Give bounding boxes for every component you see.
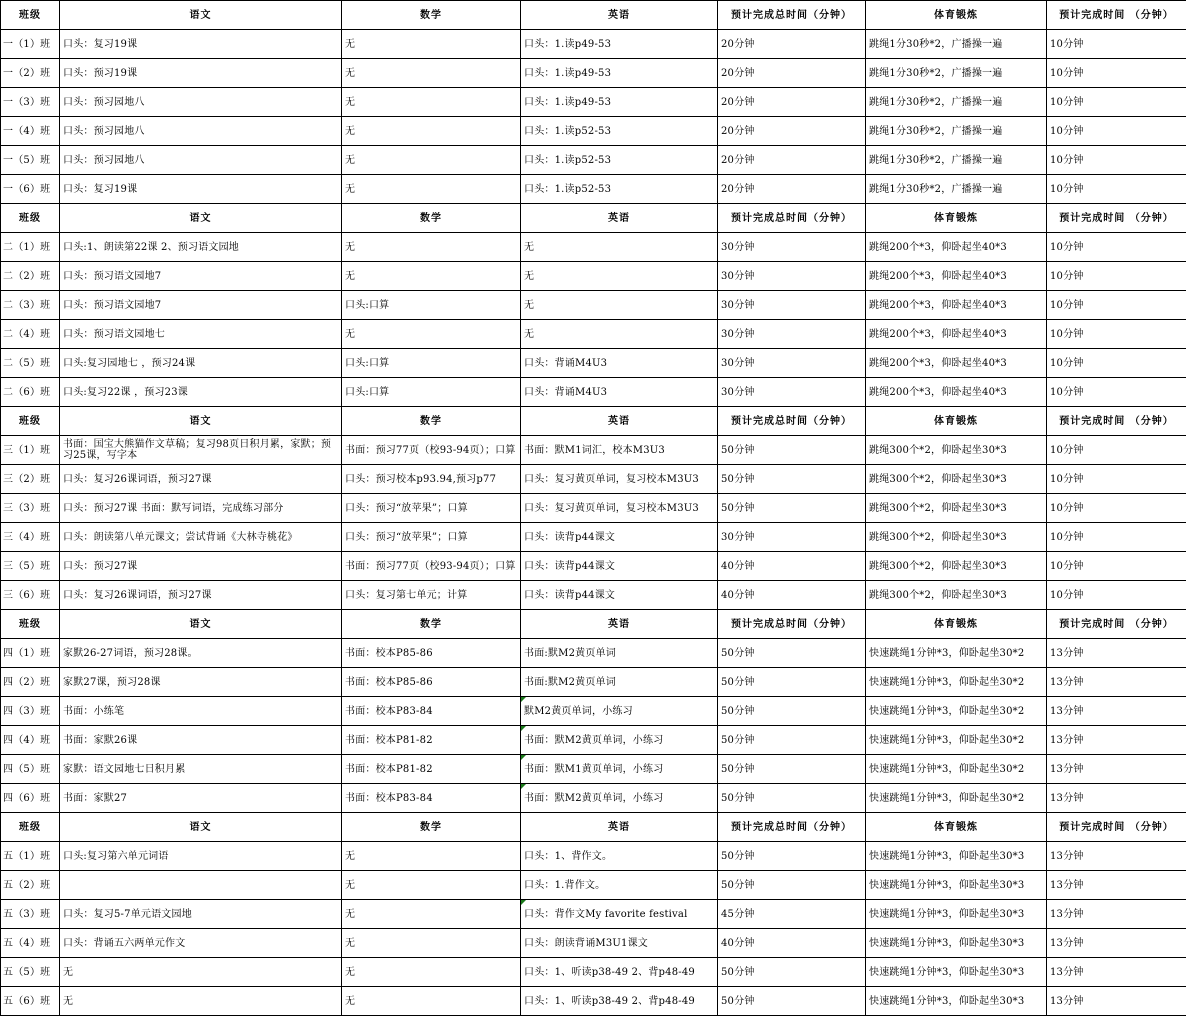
cell-total-time: 30分钟 bbox=[718, 262, 866, 291]
cell-class: 一（1）班 bbox=[1, 30, 60, 59]
cell-pe-time: 10分钟 bbox=[1047, 523, 1186, 552]
header-total-time: 预计完成总时间（分钟） bbox=[718, 407, 866, 436]
cell-chinese: 口头：预习语文园地七 bbox=[60, 320, 342, 349]
header-pe-time: 预计完成时间 （分钟） bbox=[1047, 813, 1186, 842]
cell-pe: 跳绳300个*2，仰卧起坐30*3 bbox=[866, 581, 1047, 610]
cell-class: 一（5）班 bbox=[1, 146, 60, 175]
header-math: 数学 bbox=[342, 1, 521, 30]
cell-class: 三（4）班 bbox=[1, 523, 60, 552]
table-row bbox=[1, 987, 1186, 1016]
cell-class: 五（1）班 bbox=[1, 842, 60, 871]
cell-pe-time: 10分钟 bbox=[1047, 117, 1186, 146]
cell-math: 口头:口算 bbox=[342, 291, 521, 320]
cell-math: 无 bbox=[342, 59, 521, 88]
header-english: 英语 bbox=[521, 204, 718, 233]
table-row bbox=[1, 523, 1186, 552]
cell-pe-time: 13分钟 bbox=[1047, 871, 1186, 900]
cell-class: 二（3）班 bbox=[1, 291, 60, 320]
table-row bbox=[1, 117, 1186, 146]
cell-english: 口头：1、听读p38-49 2、背p48-49 bbox=[521, 987, 718, 1016]
header-row bbox=[1, 813, 1186, 842]
cell-pe: 跳绳200个*3，仰卧起坐40*3 bbox=[866, 349, 1047, 378]
header-math: 数学 bbox=[342, 407, 521, 436]
cell-chinese: 口头：预习语文园地7 bbox=[60, 291, 342, 320]
header-row bbox=[1, 204, 1186, 233]
cell-math: 无 bbox=[342, 842, 521, 871]
header-total-time: 预计完成总时间（分钟） bbox=[718, 813, 866, 842]
cell-class: 二（2）班 bbox=[1, 262, 60, 291]
header-english: 英语 bbox=[521, 813, 718, 842]
cell-class: 五（2）班 bbox=[1, 871, 60, 900]
cell-pe-time: 13分钟 bbox=[1047, 987, 1186, 1016]
header-english: 英语 bbox=[521, 1, 718, 30]
cell-pe-time: 10分钟 bbox=[1047, 378, 1186, 407]
cell-math: 口头：复习第七单元；计算 bbox=[342, 581, 521, 610]
header-pe: 体育锻炼 bbox=[866, 204, 1047, 233]
table-row bbox=[1, 958, 1186, 987]
cell-class: 一（3）班 bbox=[1, 88, 60, 117]
cell-pe: 快速跳绳1分钟*3，仰卧起坐30*2 bbox=[866, 755, 1047, 784]
cell-pe: 跳绳1分30秒*2，广播操一遍 bbox=[866, 146, 1047, 175]
cell-class: 二（6）班 bbox=[1, 378, 60, 407]
table-row bbox=[1, 436, 1186, 465]
cell-chinese: 口头：预习19课 bbox=[60, 59, 342, 88]
cell-class: 三（3）班 bbox=[1, 494, 60, 523]
cell-pe-time: 10分钟 bbox=[1047, 262, 1186, 291]
header-math: 数学 bbox=[342, 813, 521, 842]
cell-math: 无 bbox=[342, 117, 521, 146]
cell-class: 二（4）班 bbox=[1, 320, 60, 349]
cell-pe-time: 10分钟 bbox=[1047, 233, 1186, 262]
cell-english: 口头：1.读p52-53 bbox=[521, 175, 718, 204]
cell-chinese: 无 bbox=[60, 987, 342, 1016]
cell-total-time: 50分钟 bbox=[718, 465, 866, 494]
cell-chinese: 口头：背诵五六两单元作文 bbox=[60, 929, 342, 958]
cell-pe-time: 13分钟 bbox=[1047, 755, 1186, 784]
cell-pe-time: 13分钟 bbox=[1047, 697, 1186, 726]
cell-english: 口头：读背p44课文 bbox=[521, 581, 718, 610]
cell-class: 五（6）班 bbox=[1, 987, 60, 1016]
header-pe: 体育锻炼 bbox=[866, 610, 1047, 639]
table-row bbox=[1, 552, 1186, 581]
header-math: 数学 bbox=[342, 610, 521, 639]
cell-english: 无 bbox=[521, 233, 718, 262]
cell-pe: 跳绳1分30秒*2，广播操一遍 bbox=[866, 30, 1047, 59]
cell-pe-time: 13分钟 bbox=[1047, 958, 1186, 987]
cell-chinese: 书面：家默26课 bbox=[60, 726, 342, 755]
cell-class: 三（6）班 bbox=[1, 581, 60, 610]
cell-english: 口头：1.读p52-53 bbox=[521, 117, 718, 146]
header-english: 英语 bbox=[521, 610, 718, 639]
cell-math: 无 bbox=[342, 929, 521, 958]
cell-pe-time: 10分钟 bbox=[1047, 465, 1186, 494]
cell-math: 无 bbox=[342, 987, 521, 1016]
cell-chinese bbox=[60, 871, 342, 900]
header-row bbox=[1, 1, 1186, 30]
cell-math: 无 bbox=[342, 320, 521, 349]
cell-total-time: 50分钟 bbox=[718, 784, 866, 813]
cell-math: 无 bbox=[342, 233, 521, 262]
table-row bbox=[1, 59, 1186, 88]
cell-pe-time: 10分钟 bbox=[1047, 581, 1186, 610]
cell-pe: 快速跳绳1分钟*3，仰卧起坐30*3 bbox=[866, 987, 1047, 1016]
cell-english: 口头：1.读p52-53 bbox=[521, 146, 718, 175]
cell-english: 书面：默M2黄页单词，小练习 bbox=[521, 726, 718, 755]
cell-chinese: 口头：预习27课 bbox=[60, 552, 342, 581]
cell-pe: 跳绳1分30秒*2，广播操一遍 bbox=[866, 88, 1047, 117]
cell-total-time: 20分钟 bbox=[718, 88, 866, 117]
cell-pe: 快速跳绳1分钟*3，仰卧起坐30*3 bbox=[866, 842, 1047, 871]
cell-class: 三（5）班 bbox=[1, 552, 60, 581]
cell-english: 口头：1、背作文。 bbox=[521, 842, 718, 871]
cell-class: 四（5）班 bbox=[1, 755, 60, 784]
cell-english: 口头：背作文My favorite festival bbox=[521, 900, 718, 929]
table-row bbox=[1, 175, 1186, 204]
table-row bbox=[1, 378, 1186, 407]
cell-class: 四（3）班 bbox=[1, 697, 60, 726]
cell-class: 四（1）班 bbox=[1, 639, 60, 668]
cell-math: 无 bbox=[342, 30, 521, 59]
cell-english: 无 bbox=[521, 320, 718, 349]
table-row bbox=[1, 88, 1186, 117]
cell-chinese: 口头:1、朗读第22课 2、预习语文园地 bbox=[60, 233, 342, 262]
header-pe-time: 预计完成时间 （分钟） bbox=[1047, 1, 1186, 30]
cell-total-time: 30分钟 bbox=[718, 349, 866, 378]
cell-pe-time: 10分钟 bbox=[1047, 146, 1186, 175]
cell-pe: 跳绳200个*3，仰卧起坐40*3 bbox=[866, 378, 1047, 407]
cell-pe: 跳绳200个*3，仰卧起坐40*3 bbox=[866, 291, 1047, 320]
header-chinese: 语文 bbox=[60, 1, 342, 30]
header-english: 英语 bbox=[521, 407, 718, 436]
cell-chinese: 家默27课，预习28课 bbox=[60, 668, 342, 697]
cell-pe-time: 10分钟 bbox=[1047, 552, 1186, 581]
cell-class: 三（2）班 bbox=[1, 465, 60, 494]
cell-class: 五（5）班 bbox=[1, 958, 60, 987]
cell-math: 无 bbox=[342, 900, 521, 929]
table-row bbox=[1, 697, 1186, 726]
cell-chinese: 口头：复习26课词语，预习27课 bbox=[60, 581, 342, 610]
table-row bbox=[1, 726, 1186, 755]
table-row bbox=[1, 581, 1186, 610]
cell-english: 口头：1.读p49-53 bbox=[521, 30, 718, 59]
cell-total-time: 40分钟 bbox=[718, 581, 866, 610]
cell-chinese: 口头：复习26课词语，预习27课 bbox=[60, 465, 342, 494]
cell-total-time: 30分钟 bbox=[718, 523, 866, 552]
cell-pe-time: 10分钟 bbox=[1047, 175, 1186, 204]
header-row bbox=[1, 407, 1186, 436]
cell-chinese: 家默：语文园地七日积月累 bbox=[60, 755, 342, 784]
cell-pe: 快速跳绳1分钟*3，仰卧起坐30*3 bbox=[866, 958, 1047, 987]
table-row bbox=[1, 929, 1186, 958]
table-row bbox=[1, 233, 1186, 262]
cell-pe: 快速跳绳1分钟*3，仰卧起坐30*2 bbox=[866, 726, 1047, 755]
cell-math: 书面：校本P85-86 bbox=[342, 639, 521, 668]
cell-math: 书面：预习77页（校93-94页）；口算 bbox=[342, 436, 521, 465]
table-row bbox=[1, 262, 1186, 291]
cell-english: 默M2黄页单词，小练习 bbox=[521, 697, 718, 726]
cell-total-time: 30分钟 bbox=[718, 320, 866, 349]
table-row bbox=[1, 668, 1186, 697]
cell-chinese: 口头：朗读第八单元课文；尝试背诵《大林寺桃花》 bbox=[60, 523, 342, 552]
cell-class: 一（6）班 bbox=[1, 175, 60, 204]
cell-pe-time: 10分钟 bbox=[1047, 436, 1186, 465]
header-total-time: 预计完成总时间（分钟） bbox=[718, 610, 866, 639]
cell-pe-time: 13分钟 bbox=[1047, 929, 1186, 958]
header-math: 数学 bbox=[342, 204, 521, 233]
cell-pe: 快速跳绳1分钟*3，仰卧起坐30*2 bbox=[866, 784, 1047, 813]
cell-english: 口头：1.读p49-53 bbox=[521, 59, 718, 88]
cell-chinese: 口头：预习27课 书面：默写词语，完成练习部分 bbox=[60, 494, 342, 523]
cell-total-time: 50分钟 bbox=[718, 494, 866, 523]
cell-total-time: 50分钟 bbox=[718, 842, 866, 871]
cell-total-time: 50分钟 bbox=[718, 668, 866, 697]
cell-english: 书面:默M2黄页单词 bbox=[521, 668, 718, 697]
cell-class: 四（6）班 bbox=[1, 784, 60, 813]
cell-math: 口头：预习“放苹果”；口算 bbox=[342, 523, 521, 552]
cell-chinese: 口头:复习园地七 ，预习24课 bbox=[60, 349, 342, 378]
cell-class: 五（3）班 bbox=[1, 900, 60, 929]
cell-math: 无 bbox=[342, 871, 521, 900]
cell-math: 无 bbox=[342, 958, 521, 987]
header-pe: 体育锻炼 bbox=[866, 1, 1047, 30]
cell-math: 口头：预习校本p93.94,预习p77 bbox=[342, 465, 521, 494]
table-row bbox=[1, 842, 1186, 871]
header-row bbox=[1, 610, 1186, 639]
cell-total-time: 45分钟 bbox=[718, 900, 866, 929]
cell-english: 口头：1.背作文。 bbox=[521, 871, 718, 900]
cell-total-time: 50分钟 bbox=[718, 958, 866, 987]
cell-chinese: 口头:复习第六单元词语 bbox=[60, 842, 342, 871]
cell-chinese: 口头：复习19课 bbox=[60, 175, 342, 204]
cell-math: 书面：校本P81-82 bbox=[342, 755, 521, 784]
table-row bbox=[1, 494, 1186, 523]
cell-math: 无 bbox=[342, 88, 521, 117]
cell-english: 书面：默M2黄页单词，小练习 bbox=[521, 784, 718, 813]
cell-pe: 跳绳1分30秒*2，广播操一遍 bbox=[866, 117, 1047, 146]
table-row bbox=[1, 900, 1186, 929]
cell-total-time: 30分钟 bbox=[718, 233, 866, 262]
cell-total-time: 50分钟 bbox=[718, 436, 866, 465]
cell-total-time: 40分钟 bbox=[718, 552, 866, 581]
table-row bbox=[1, 639, 1186, 668]
cell-class: 四（2）班 bbox=[1, 668, 60, 697]
cell-chinese: 口头：预习园地八 bbox=[60, 117, 342, 146]
cell-total-time: 20分钟 bbox=[718, 30, 866, 59]
header-class: 班级 bbox=[1, 204, 60, 233]
cell-total-time: 50分钟 bbox=[718, 871, 866, 900]
header-chinese: 语文 bbox=[60, 407, 342, 436]
cell-english: 口头：1、听读p38-49 2、背p48-49 bbox=[521, 958, 718, 987]
cell-english: 口头：背诵M4U3 bbox=[521, 378, 718, 407]
cell-pe: 跳绳200个*3，仰卧起坐40*3 bbox=[866, 262, 1047, 291]
header-pe: 体育锻炼 bbox=[866, 407, 1047, 436]
table-body bbox=[1, 1, 1186, 1016]
cell-math: 口头:口算 bbox=[342, 349, 521, 378]
cell-pe: 跳绳300个*2，仰卧起坐30*3 bbox=[866, 465, 1047, 494]
cell-pe-time: 13分钟 bbox=[1047, 784, 1186, 813]
cell-chinese: 口头:复习22课 ，预习23课 bbox=[60, 378, 342, 407]
cell-chinese: 无 bbox=[60, 958, 342, 987]
cell-pe: 跳绳300个*2，仰卧起坐30*3 bbox=[866, 436, 1047, 465]
cell-math: 口头:口算 bbox=[342, 378, 521, 407]
cell-pe: 跳绳200个*3，仰卧起坐40*3 bbox=[866, 233, 1047, 262]
cell-pe-time: 10分钟 bbox=[1047, 59, 1186, 88]
cell-total-time: 20分钟 bbox=[718, 59, 866, 88]
cell-pe: 跳绳300个*2，仰卧起坐30*3 bbox=[866, 552, 1047, 581]
header-chinese: 语文 bbox=[60, 204, 342, 233]
cell-pe-time: 13分钟 bbox=[1047, 668, 1186, 697]
cell-class: 四（4）班 bbox=[1, 726, 60, 755]
cell-english: 口头：复习黄页单词，复习校本M3U3 bbox=[521, 465, 718, 494]
cell-english: 口头：1.读p49-53 bbox=[521, 88, 718, 117]
cell-pe-time: 10分钟 bbox=[1047, 349, 1186, 378]
cell-pe: 跳绳300个*2，仰卧起坐30*3 bbox=[866, 494, 1047, 523]
cell-total-time: 20分钟 bbox=[718, 117, 866, 146]
cell-english: 口头：读背p44课文 bbox=[521, 552, 718, 581]
cell-chinese: 书面：家默27 bbox=[60, 784, 342, 813]
cell-pe-time: 10分钟 bbox=[1047, 30, 1186, 59]
table-row bbox=[1, 291, 1186, 320]
cell-english: 书面：默M1词汇，校本M3U3 bbox=[521, 436, 718, 465]
cell-chinese: 口头：预习语文园地7 bbox=[60, 262, 342, 291]
cell-pe: 快速跳绳1分钟*3，仰卧起坐30*3 bbox=[866, 900, 1047, 929]
header-pe: 体育锻炼 bbox=[866, 813, 1047, 842]
cell-pe-time: 13分钟 bbox=[1047, 639, 1186, 668]
cell-total-time: 50分钟 bbox=[718, 755, 866, 784]
cell-english: 口头：朗读背诵M3U1课文 bbox=[521, 929, 718, 958]
cell-pe-time: 13分钟 bbox=[1047, 900, 1186, 929]
table-row bbox=[1, 30, 1186, 59]
cell-class: 三（1）班 bbox=[1, 436, 60, 465]
cell-english: 口头：读背p44课文 bbox=[521, 523, 718, 552]
cell-english: 口头：复习黄页单词，复习校本M3U3 bbox=[521, 494, 718, 523]
header-class: 班级 bbox=[1, 407, 60, 436]
cell-class: 一（2）班 bbox=[1, 59, 60, 88]
cell-class: 二（5）班 bbox=[1, 349, 60, 378]
cell-chinese: 书面：小练笔 bbox=[60, 697, 342, 726]
header-total-time: 预计完成总时间（分钟） bbox=[718, 204, 866, 233]
cell-pe: 跳绳200个*3，仰卧起坐40*3 bbox=[866, 320, 1047, 349]
cell-total-time: 50分钟 bbox=[718, 726, 866, 755]
cell-math: 无 bbox=[342, 175, 521, 204]
cell-pe-time: 13分钟 bbox=[1047, 726, 1186, 755]
cell-total-time: 50分钟 bbox=[718, 987, 866, 1016]
cell-chinese: 口头：预习园地八 bbox=[60, 146, 342, 175]
table-row bbox=[1, 349, 1186, 378]
header-chinese: 语文 bbox=[60, 813, 342, 842]
cell-math: 书面：校本P83-84 bbox=[342, 697, 521, 726]
cell-pe-time: 10分钟 bbox=[1047, 88, 1186, 117]
cell-chinese: 口头：复习5-7单元语文园地 bbox=[60, 900, 342, 929]
cell-total-time: 30分钟 bbox=[718, 291, 866, 320]
cell-pe: 快速跳绳1分钟*3，仰卧起坐30*3 bbox=[866, 929, 1047, 958]
cell-math: 书面：校本P85-86 bbox=[342, 668, 521, 697]
cell-chinese: 家默26-27词语，预习28课。 bbox=[60, 639, 342, 668]
cell-total-time: 50分钟 bbox=[718, 697, 866, 726]
header-class: 班级 bbox=[1, 813, 60, 842]
cell-math: 口头：预习“放苹果”；口算 bbox=[342, 494, 521, 523]
cell-pe: 快速跳绳1分钟*3，仰卧起坐30*3 bbox=[866, 871, 1047, 900]
cell-pe: 快速跳绳1分钟*3，仰卧起坐30*2 bbox=[866, 697, 1047, 726]
cell-chinese: 口头：预习园地八 bbox=[60, 88, 342, 117]
cell-pe: 快速跳绳1分钟*3，仰卧起坐30*2 bbox=[866, 668, 1047, 697]
cell-total-time: 30分钟 bbox=[718, 378, 866, 407]
cell-pe: 跳绳1分30秒*2，广播操一遍 bbox=[866, 59, 1047, 88]
header-class: 班级 bbox=[1, 610, 60, 639]
cell-math: 书面：预习77页（校93-94页）；口算 bbox=[342, 552, 521, 581]
cell-total-time: 20分钟 bbox=[718, 146, 866, 175]
cell-math: 书面：校本P81-82 bbox=[342, 726, 521, 755]
cell-total-time: 50分钟 bbox=[718, 639, 866, 668]
cell-total-time: 40分钟 bbox=[718, 929, 866, 958]
cell-pe: 跳绳1分30秒*2，广播操一遍 bbox=[866, 175, 1047, 204]
header-pe-time: 预计完成时间 （分钟） bbox=[1047, 610, 1186, 639]
table-row bbox=[1, 871, 1186, 900]
cell-english: 无 bbox=[521, 262, 718, 291]
table-row bbox=[1, 784, 1186, 813]
header-pe-time: 预计完成时间 （分钟） bbox=[1047, 204, 1186, 233]
table-row bbox=[1, 146, 1186, 175]
cell-english: 口头：背诵M4U3 bbox=[521, 349, 718, 378]
header-chinese: 语文 bbox=[60, 610, 342, 639]
cell-pe-time: 10分钟 bbox=[1047, 320, 1186, 349]
cell-total-time: 20分钟 bbox=[718, 175, 866, 204]
cell-chinese: 书面：国宝大熊猫作文草稿；复习98页日积月累，家默；预习25课，写字本 bbox=[60, 436, 342, 465]
cell-pe-time: 10分钟 bbox=[1047, 291, 1186, 320]
cell-english: 书面：默M1黄页单词，小练习 bbox=[521, 755, 718, 784]
cell-class: 一（4）班 bbox=[1, 117, 60, 146]
cell-pe: 快速跳绳1分钟*3，仰卧起坐30*2 bbox=[866, 639, 1047, 668]
table-row bbox=[1, 755, 1186, 784]
cell-chinese: 口头：复习19课 bbox=[60, 30, 342, 59]
header-class: 班级 bbox=[1, 1, 60, 30]
cell-math: 书面：校本P83-84 bbox=[342, 784, 521, 813]
cell-math: 无 bbox=[342, 262, 521, 291]
cell-english: 书面:默M2黄页单词 bbox=[521, 639, 718, 668]
cell-pe-time: 10分钟 bbox=[1047, 494, 1186, 523]
cell-english: 无 bbox=[521, 291, 718, 320]
cell-pe-time: 13分钟 bbox=[1047, 842, 1186, 871]
cell-math: 无 bbox=[342, 146, 521, 175]
table-row bbox=[1, 465, 1186, 494]
header-pe-time: 预计完成时间 （分钟） bbox=[1047, 407, 1186, 436]
table-row bbox=[1, 320, 1186, 349]
header-total-time: 预计完成总时间（分钟） bbox=[718, 1, 866, 30]
cell-class: 二（1）班 bbox=[1, 233, 60, 262]
cell-pe: 跳绳300个*2，仰卧起坐30*3 bbox=[866, 523, 1047, 552]
cell-class: 五（4）班 bbox=[1, 929, 60, 958]
